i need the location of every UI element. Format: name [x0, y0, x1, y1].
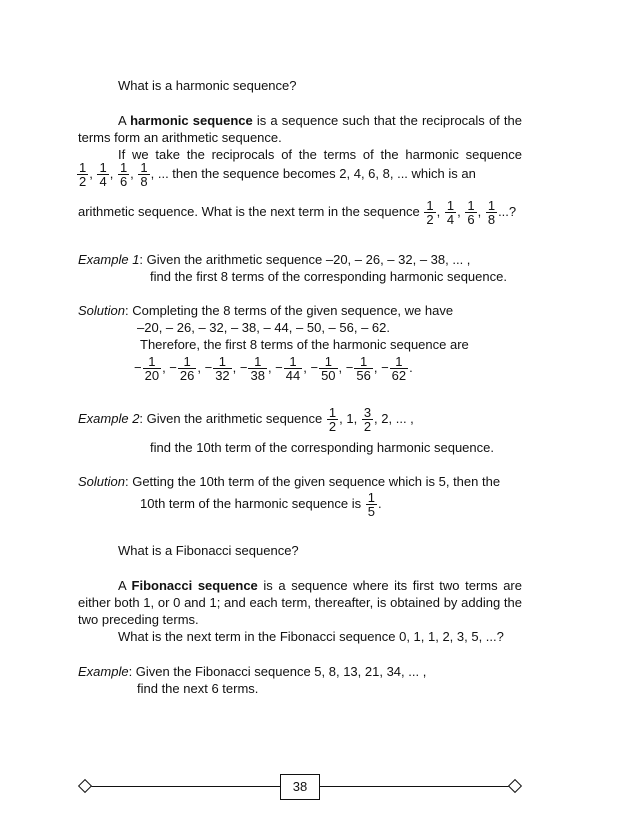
- fraction: $\frac{1}{2}$: [79, 160, 87, 189]
- fraction: $\frac{1}{38}$: [250, 354, 265, 383]
- fraction: $\frac{1}{8}$: [140, 160, 148, 189]
- fraction: $\frac{1}{26}$: [179, 354, 195, 383]
- fraction: $\frac{1}{2}$: [328, 405, 337, 434]
- example-3-line-2: find the next 6 terms.: [137, 681, 259, 696]
- example-3-line-1: Example: Given the Fibonacci sequence 5, 8, 13, 21, 34, ... ,: [78, 664, 427, 679]
- fraction: $\frac{1}{2}$: [426, 198, 434, 227]
- right-diamond-ornament: [508, 779, 522, 793]
- example-1-line-2: find the first 8 terms of the corresponding harmonic sequence.: [150, 269, 507, 284]
- example-1-line-1: Example 1: Given the arithmetic sequence –20, – 26, – 32, – 38, ... ,: [78, 252, 471, 267]
- example-2-line-2: find the 10th term of the corresponding harmonic sequence.: [150, 440, 494, 455]
- harmonic-terms-row: − $\frac{1}{20}$ , − $\frac{1}{26}$ , − $\frac{1}{32}$ , − $\frac{1}{38}$ , − $\frac{1}{44}$ , − $\frac{1}{50}$ , − $\frac{1}{56}$ , − $\frac{1}{62}$ .: [134, 354, 413, 383]
- fibonacci-definition-line-3: two preceding terms.: [78, 612, 199, 627]
- solution-1-line-1: Solution: Completing the 8 terms of the given sequence, we have: [78, 303, 454, 318]
- fibonacci-definition-line-2: either both 1, or 0 and 1; and each term, thereafter, is obtained by adding the: [78, 595, 522, 610]
- fibonacci-definition-line-1: A Fibonacci sequence is a sequence where its first two terms are: [118, 578, 522, 593]
- fraction: $\frac{1}{8}$: [487, 198, 496, 227]
- page-number: 38: [280, 774, 320, 800]
- solution-2-line-2: 10th term of the harmonic sequence is $\frac{1}{5}$ .: [140, 490, 382, 519]
- arithmetic-sequence-question: arithmetic sequence. What is the next term in the sequence $\frac{1}{2}$ , $\frac{1}{4}$ , $\frac{1}{6}$ , $\frac{1}{8}$ ...?: [78, 198, 517, 227]
- solution-1-line-3: Therefore, the first 8 terms of the harmonic sequence are: [140, 337, 469, 352]
- fraction: $\frac{1}{32}$: [215, 354, 230, 383]
- harmonic-definition-line-2: terms form an arithmetic sequence.: [78, 130, 282, 145]
- fraction: $\frac{1}{20}$: [144, 354, 160, 383]
- example-2-line-1: Example 2: Given the arithmetic sequence $\frac{1}{2}$ , 1, $\frac{3}{2}$ , 2, ... ,: [78, 405, 414, 434]
- harmonic-definition-line-1: A harmonic sequence is a sequence such that the reciprocals of the: [118, 113, 522, 128]
- harmonic-sequence-fractions: $\frac{1}{2}$ , $\frac{1}{4}$ , $\frac{1}{6}$ , $\frac{1}{8}$ , ... then the sequence becomes 2, 4, 6, 8, ... which is an: [79, 160, 476, 189]
- fraction: $\frac{1}{50}$: [321, 354, 336, 383]
- fraction: $\frac{1}{56}$: [356, 354, 371, 383]
- fraction: $\frac{1}{62}$: [391, 354, 407, 383]
- fraction: $\frac{1}{4}$: [446, 198, 455, 227]
- harmonic-example-line-1: If we take the reciprocals of the terms of the harmonic sequence: [118, 147, 522, 162]
- harmonic-question: What is a harmonic sequence?: [118, 78, 297, 93]
- fraction: $\frac{1}{5}$: [367, 490, 375, 519]
- fraction: $\frac{1}{44}$: [285, 354, 301, 383]
- solution-1-line-2: –20, – 26, – 32, – 38, – 44, – 50, – 56, – 62.: [137, 320, 390, 335]
- solution-2-line-1: Solution: Getting the 10th term of the given sequence which is 5, then the: [78, 474, 501, 489]
- fraction: $\frac{1}{6}$: [467, 198, 475, 227]
- fraction: $\frac{1}{6}$: [119, 160, 128, 189]
- fraction: $\frac{1}{4}$: [99, 160, 107, 189]
- fibonacci-question: What is a Fibonacci sequence?: [118, 543, 299, 558]
- left-diamond-ornament: [78, 779, 92, 793]
- fraction: $\frac{3}{2}$: [363, 405, 372, 434]
- fibonacci-next-term-question: What is the next term in the Fibonacci sequence 0, 1, 1, 2, 3, 5, ...?: [118, 629, 504, 644]
